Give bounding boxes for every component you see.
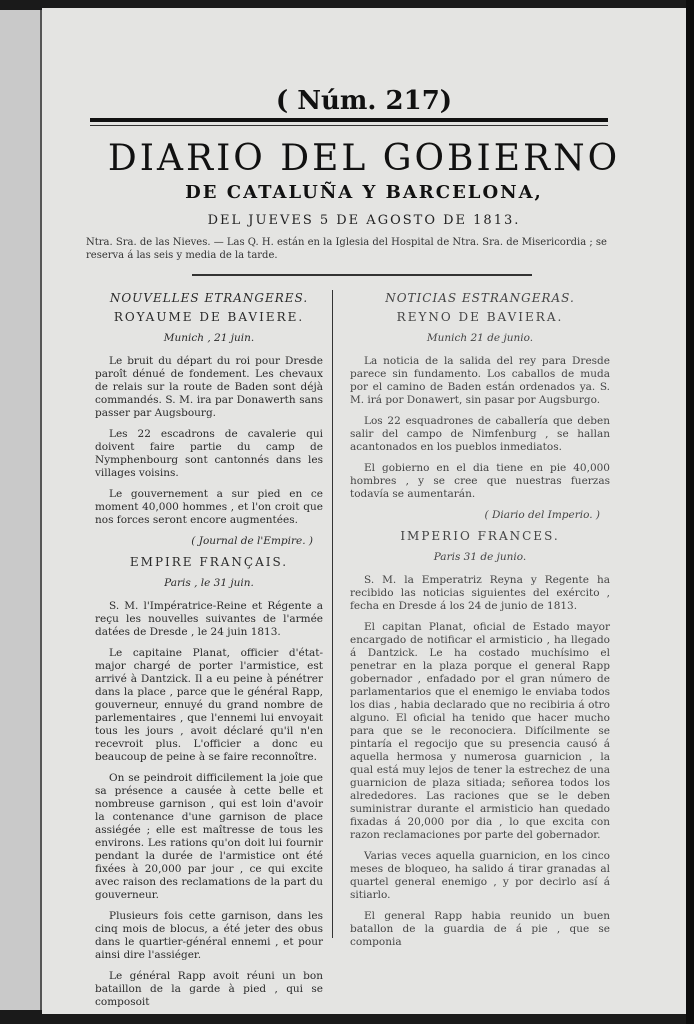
article-paragraph: Le capitaine Planat, officier d'état-major chargé de porter l'armistice, est arrivé à Dantzick. Il a eu peine à pénétrer dans la place , parce que le général Rapp, gouverneur, ennuyé du grand nombre de parlementaires , que l'ennemi lui envoyait tous les jours , avoit déclaré qu'il n'en recevroit plus. L'officier a donc eu beaucoup de peine à se faire reconnoître.: [95, 647, 323, 763]
newspaper-page: [42, 8, 686, 1014]
scan-border: [686, 0, 694, 1024]
article-paragraph: El general Rapp habia reunido un buen batallon de la guardia de á pie , que se componia: [350, 910, 610, 948]
article-paragraph: Le gouvernement a sur pied en ce moment 40,000 hommes , et l'on croit que nos forces seront encore augmentées.: [95, 488, 323, 526]
section-heading: NOUVELLES ETRANGERES.: [109, 291, 309, 305]
source-attribution: ( Diario del Imperio. ): [484, 509, 600, 521]
article-paragraph: S. M. la Emperatriz Reyna y Regente ha recibido las noticias siguientes del exército , fecha en Dresde á los 24 de junio de 1813.: [350, 574, 610, 612]
religious-notice: Ntra. Sra. de las Nieves. — Las Q. H. están en la Iglesia del Hospital de Ntra. Sra. de Misericordia ; se reserva á las seis y media de la tarde.: [86, 237, 607, 261]
column-divider: [332, 290, 333, 938]
section-rule: [192, 274, 532, 276]
source-attribution: ( Journal de l'Empire. ): [191, 535, 313, 547]
dateline-place: Munich , 21 juin.: [163, 332, 255, 344]
article-paragraph: Varias veces aquella guarnicion, en los cinco meses de bloqueo, ha salido á tirar granadas al quartel general enemigo , y por decirlo así á sitiarlo.: [350, 850, 610, 901]
article-paragraph: Plusieurs fois cette garnison, dans les cinq mois de blocus, a été jeter des obus dans le quartier-général ennemi , et pour ainsi dire l'assiéger.: [95, 910, 323, 961]
article-paragraph: Les 22 escadrons de cavalerie qui doivent faire partie du camp de Nymphenbourg sont cantonnés dans les villages voisins.: [95, 428, 323, 479]
country-heading: REYNO DE BAVIERA.: [396, 310, 564, 324]
section-heading: NOTICIAS ESTRANGERAS.: [385, 291, 575, 305]
adjacent-page-edge: [0, 10, 42, 1010]
article-paragraph: Le bruit du départ du roi pour Dresde paroît dénué de fondement. Les chevaux de relais sur la route de Baden sont déjà commandés. S. M. ira par Donawerth sans passer par Augsbourg.: [95, 355, 323, 419]
dateline: DEL JUEVES 5 DE AGOSTO DE 1813.: [207, 213, 521, 228]
header-rule-thick: [90, 118, 608, 122]
dateline-place: Paris 31 de junio.: [433, 551, 527, 563]
dateline-place: Munich 21 de junio.: [426, 332, 534, 344]
french-column: [95, 292, 323, 1017]
spanish-column: [350, 292, 610, 957]
masthead-title: DIARIO DEL GOBIERNO: [107, 138, 621, 179]
masthead-subtitle: DE CATALUÑA Y BARCELONA,: [185, 182, 543, 203]
article-paragraph: S. M. l'Impératrice-Reine et Régente a reçu les nouvelles suivantes de l'armée datées de Dresde , le 24 juin 1813.: [95, 600, 323, 638]
country-heading: EMPIRE FRANÇAIS.: [129, 555, 289, 569]
article-paragraph: El gobierno en el dia tiene en pie 40,000 hombres , y se cree que nuestras fuerzas todavía se aumentarán.: [350, 462, 610, 500]
article-paragraph: El capitan Planat, oficial de Estado mayor encargado de notificar el armisticio , ha llegado á Dantzick. Le ha costado muchísimo el penetrar en la plaza porque el general Rapp gobernador , enfadado por el gran número de parlamentarios que el enemigo le enviaba todos los dias , habia declarado que no recibiria á otro alguno. El oficial ha tenido que hacer mucho para que se le reconociera. Difícilmente se pintaría el regocijo que su presencia causó á aquella hermosa y numerosa guarnicion , la qual está muy lejos de tener la estrechez de una guarnicion de plaza sitiada; señorea todos los alrededores. Las raciones que se le deben suministrar durante el armisticio han quedado fixadas á 20,000 por dia , lo que excita con razon reclamaciones por parte del gobernador.: [350, 621, 610, 841]
dateline-place: Paris , le 31 juin.: [164, 577, 254, 589]
issue-number: ( Núm. 217): [275, 86, 453, 116]
article-paragraph: La noticia de la salida del rey para Dresde parece sin fundamento. Los caballos de muda por el camino de Baden están ordenados ya. S. M. irá por Donawert, sin pasar por Augsburgo.: [350, 355, 610, 406]
article-paragraph: Le général Rapp avoit réuni un bon bataillon de la garde à pied , qui se composoit: [95, 970, 323, 1008]
country-heading: ROYAUME DE BAVIERE.: [113, 310, 305, 324]
article-paragraph: On se peindroit difficilement la joie que sa présence a causée à cette belle et nombreuse garnison , qui est loin d'avoir la contenance d'une garnison de place assiégée ; elle est maîtresse de tous les environs. Les rations qu'on doit lui fournir pendant la durée de l'armistice ont été fixées à 20,000 par jour , ce qui excite avec raison des reclamations de la part du gouverneur.: [95, 772, 323, 901]
article-paragraph: Los 22 esquadrones de caballería que deben salir del campo de Nimfenburg , se hallan acantonados en los pueblos inmediatos.: [350, 415, 610, 453]
country-heading: IMPERIO FRANCES.: [400, 529, 560, 543]
header-rule-thin: [90, 125, 608, 126]
